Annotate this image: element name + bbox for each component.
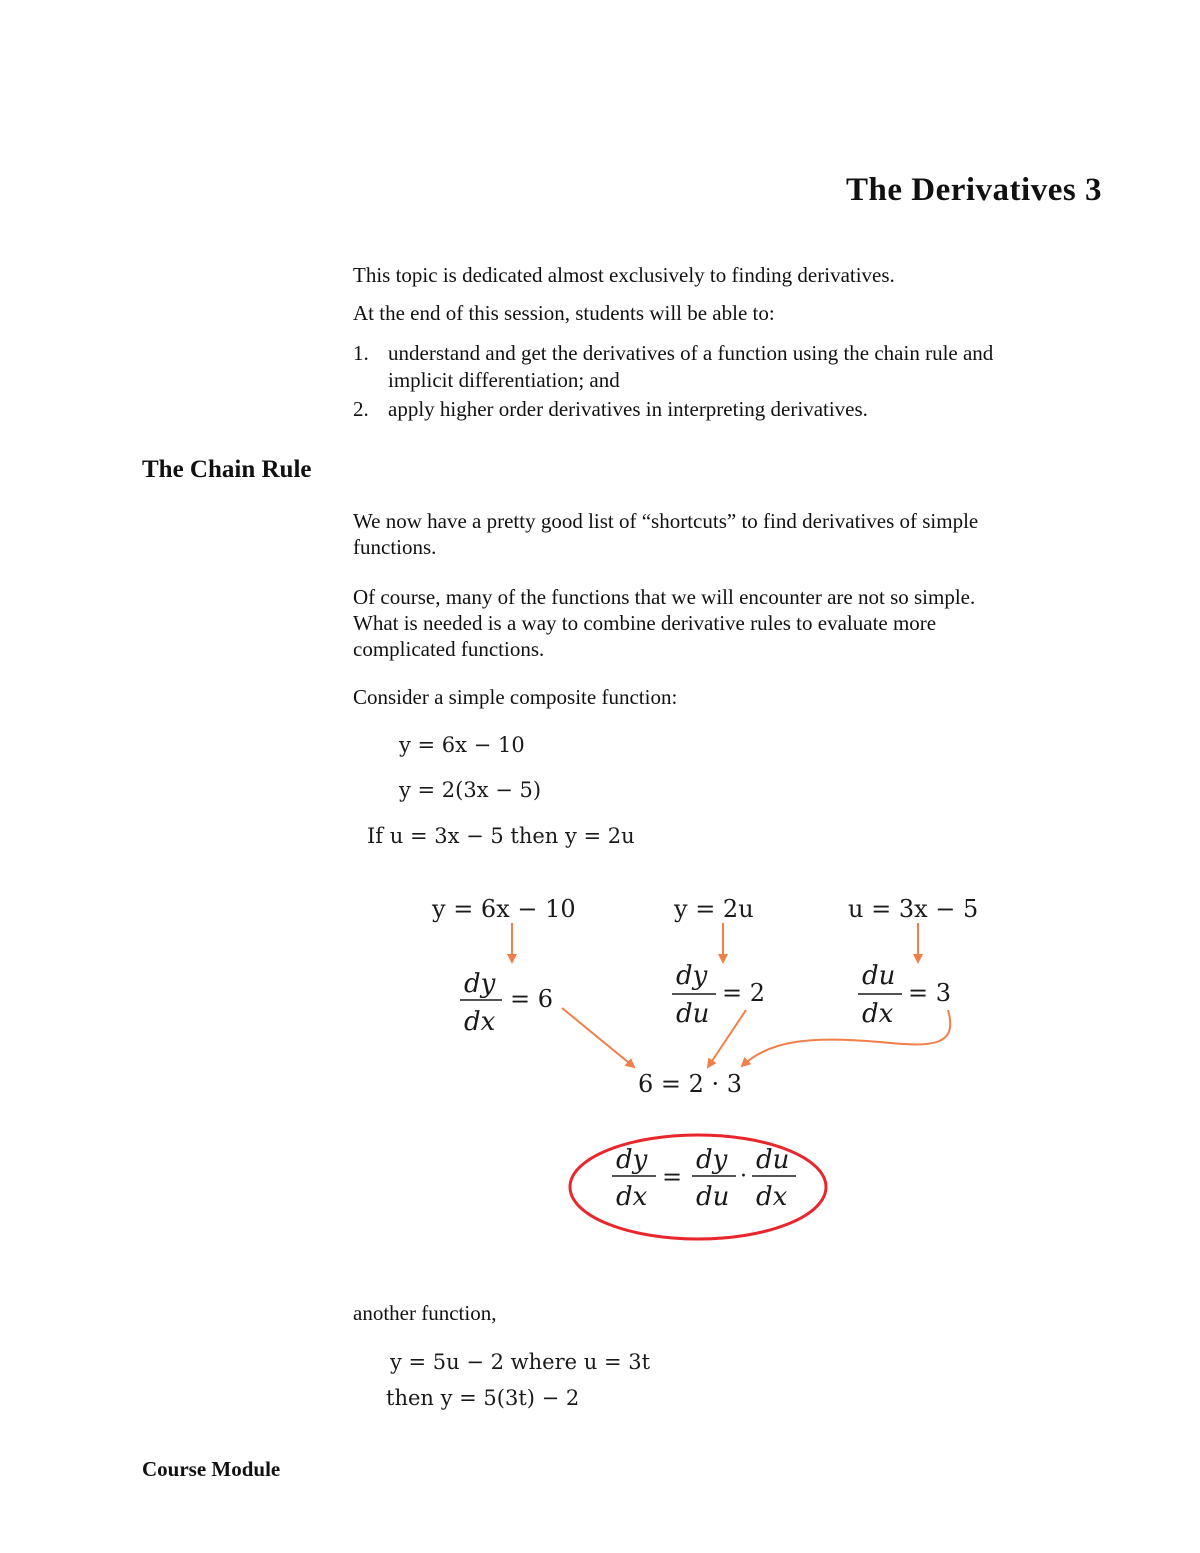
page-title: The Derivatives 3 — [846, 172, 1102, 208]
diagram-top-expression: u = 3x − 5 — [848, 895, 979, 923]
svg-text:du: du — [676, 999, 710, 1029]
svg-text:dx: dx — [756, 1182, 788, 1212]
fraction-du-dx — [858, 961, 902, 1029]
equation: y = 6x − 10 — [399, 733, 525, 757]
arrow — [562, 1008, 634, 1067]
list-number: 1. — [353, 341, 369, 365]
fraction-dy-du — [672, 961, 716, 1029]
list-item: understand and get the derivatives of a function using the chain rule and — [388, 341, 994, 365]
diagram-top-expression: y = 6x − 10 — [432, 895, 576, 923]
product-equation: 6 = 2 · 3 — [638, 1070, 743, 1098]
section-heading: The Chain Rule — [142, 456, 312, 483]
paragraph-line: Of course, many of the functions that we will encounter are not so simple. — [353, 585, 976, 609]
intro-line: At the end of this session, students will be able to: — [353, 301, 775, 325]
down-arrows — [512, 923, 918, 962]
curved-arrow — [742, 1010, 950, 1066]
paragraph-line: Consider a simple composite function: — [353, 685, 678, 709]
footer-label: Course Module — [142, 1457, 281, 1481]
equation: then y = 5(3t) − 2 — [386, 1386, 580, 1410]
svg-text:dy: dy — [464, 969, 496, 999]
paragraph-line: complicated functions. — [353, 637, 545, 661]
diagram-top-expression: y = 2u — [674, 895, 754, 923]
svg-text:du: du — [756, 1145, 790, 1175]
derivative-result: = 3 — [908, 979, 952, 1007]
svg-text:·: · — [740, 1164, 747, 1189]
svg-text:dy: dy — [696, 1145, 728, 1175]
paragraph-line: What is needed is a way to combine derivative rules to evaluate more — [353, 611, 937, 635]
chain-rule-formula — [612, 1145, 796, 1212]
derivative-result: = 6 — [510, 985, 554, 1013]
equation: y = 2(3x − 5) — [399, 778, 542, 802]
svg-text:du: du — [862, 961, 896, 991]
list-item: apply higher order derivatives in interpreting derivatives. — [388, 397, 868, 421]
svg-text:du: du — [696, 1182, 730, 1212]
svg-text:dx: dx — [464, 1007, 496, 1037]
equation: y = 5u − 2 where u = 3t — [390, 1350, 651, 1374]
svg-text:dx: dx — [862, 999, 894, 1029]
fraction-dy-dx — [460, 969, 502, 1037]
svg-text:dx: dx — [616, 1182, 648, 1212]
paragraph-line: functions. — [353, 535, 437, 559]
equation: If u = 3x − 5 then y = 2u — [367, 824, 635, 848]
paragraph-line: We now have a pretty good list of “shortcuts” to find derivatives of simple — [353, 509, 979, 533]
list-item-continued: implicit differentiation; and — [388, 368, 620, 392]
arrow — [708, 1010, 746, 1067]
paragraph-line: another function, — [353, 1301, 497, 1325]
intro-line: This topic is dedicated almost exclusively to finding derivatives. — [353, 263, 895, 287]
list-number: 2. — [353, 397, 369, 421]
svg-text:dy: dy — [616, 1145, 648, 1175]
derivative-result: = 2 — [722, 979, 766, 1007]
svg-text:=: = — [662, 1163, 683, 1191]
svg-text:dy: dy — [676, 961, 708, 991]
